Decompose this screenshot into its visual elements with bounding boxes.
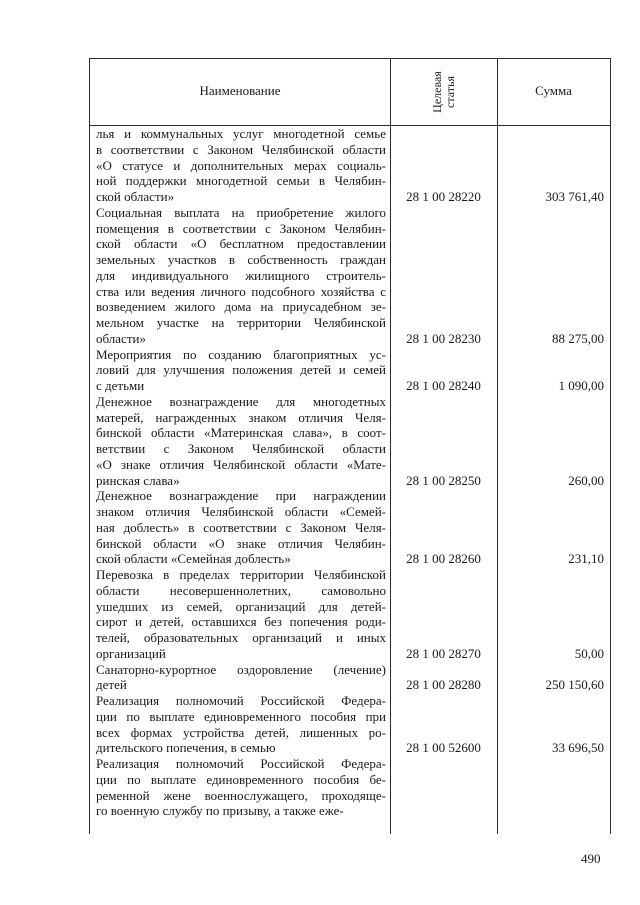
header-name: Наименование	[199, 83, 281, 98]
table-row	[90, 693, 610, 756]
table-row	[90, 662, 610, 694]
row-sum: 33 696,50	[552, 740, 604, 756]
row-sum: 250 150,60	[545, 677, 604, 693]
table-row	[90, 488, 610, 567]
row-target-code: 28 1 00 28230	[406, 330, 481, 346]
page-number: 490	[581, 851, 601, 866]
row-name-line: в соответствии с Законом Челябинской области	[96, 141, 386, 157]
header-target-article	[390, 59, 497, 125]
row-name	[90, 693, 390, 756]
row-name-line: бинской области «О знаке отличия Челябин-	[96, 535, 386, 551]
table-row	[90, 394, 610, 489]
row-name	[90, 488, 390, 567]
table-body	[90, 126, 610, 819]
row-name-line: дительского попечения, в семью	[96, 740, 276, 756]
row-name	[90, 662, 390, 694]
budget-table	[89, 58, 611, 834]
row-target-code: 28 1 00 28250	[406, 472, 481, 488]
row-name-line: Социальная выплата на приобретение жилого	[96, 204, 386, 220]
row-name-line: ской области «Семейная доблесть»	[96, 551, 291, 567]
row-sum: 1 090,00	[558, 378, 604, 393]
row-name-line: для индивидуального жилищного строитель-	[96, 267, 386, 283]
table-row	[90, 756, 610, 819]
row-name-line: помещения в соответствии с Законом Челябин-	[96, 220, 386, 236]
row-name-line: ской области»	[96, 189, 175, 204]
row-name-line: мельном участке на территории Челябинской	[96, 315, 386, 330]
row-name-line: Реализация полномочий Российской Федера-	[96, 693, 386, 708]
row-name-line: области»	[96, 330, 146, 346]
row-name-line: земельных участков в собственность граждан	[96, 252, 386, 267]
row-sum: 231,10	[568, 551, 604, 567]
header-target-line1: Целевая	[429, 71, 444, 113]
row-name	[90, 126, 390, 205]
table-row	[90, 205, 610, 347]
row-name-line: ветствии с Законом Челябинской области	[96, 441, 386, 456]
row-sum: 50,00	[574, 645, 604, 661]
row-name-line: Санаторно-курортное оздоровление (лечение)	[96, 661, 386, 677]
row-sum: 303 761,40	[545, 189, 604, 204]
row-name-line: «О статусе и дополнительных мерах социаль-	[96, 157, 386, 173]
table-row	[90, 347, 610, 394]
row-name-line: ной поддержки многодетной семьи в Челябин-	[96, 173, 386, 189]
table-row	[90, 126, 610, 205]
row-target-code: 28 1 00 28280	[406, 677, 481, 693]
row-name-line: всех формах устройства детей, лишенных ро-	[96, 724, 386, 740]
row-name-line: Денежное вознаграждение при награждении	[96, 488, 386, 504]
row-target-code: 28 1 00 28270	[406, 645, 481, 661]
header-target-line2: статья	[442, 76, 457, 108]
row-name-line: Реализация полномочий Российской Федера-	[96, 756, 386, 771]
row-name-line: Перевозка в пределах территории Челябинской	[96, 567, 386, 582]
row-name	[90, 347, 390, 394]
row-name-line: ской области «О бесплатном предоставлении	[96, 236, 386, 252]
row-name-line: Денежное вознаграждение для многодетных	[96, 393, 386, 409]
row-name-line: организаций	[96, 645, 166, 661]
row-target-code: 28 1 00 52600	[406, 740, 481, 756]
row-sum: 88 275,00	[552, 330, 604, 346]
row-name-line: области несовершеннолетних, самовольно	[96, 582, 386, 598]
row-name-line: сирот и детей, оставшихся без попечения роди-	[96, 614, 386, 630]
row-name-line: ции по выплате единовременного пособия бе-	[96, 771, 386, 787]
row-name-line: телей, образовательных организаций и иных	[96, 630, 386, 645]
row-name-line: ременной жене военнослужащего, проходяще-	[96, 787, 386, 803]
row-name-line: бинской области «Материнская слава», в соот-	[96, 425, 386, 441]
row-target-code: 28 1 00 28260	[406, 551, 481, 567]
row-name	[90, 567, 390, 662]
row-name-line: возведением жилого дома на приусадебном зе-	[96, 299, 386, 315]
header-sum: Сумма	[535, 83, 572, 98]
row-name-line: ринская слава»	[96, 472, 180, 488]
row-name-line: Мероприятия по созданию благоприятных ус-	[96, 346, 386, 362]
row-name-line: ловий для улучшения положения детей и семей	[96, 362, 386, 378]
row-name	[90, 394, 390, 489]
row-name-line: го военную службу по призыву, а также еже-	[96, 803, 344, 819]
row-name	[90, 756, 390, 819]
row-target-code: 28 1 00 28220	[406, 189, 481, 204]
table-row	[90, 567, 610, 662]
row-name-line: с детьми	[96, 378, 145, 393]
row-name-line: детей	[96, 677, 127, 693]
row-name-line: лья и коммунальных услуг многодетной семье	[96, 126, 386, 141]
row-name-line: матерей, награжденных знаком отличия Челя-	[96, 409, 386, 425]
row-name-line: «О знаке отличия Челябинской области «Мате-	[96, 456, 386, 472]
row-name-line: ства или ведения личного подсобного хозяйства с	[96, 283, 386, 299]
row-name-line: ушедших из семей, организаций для детей-	[96, 598, 386, 614]
row-name-line: ная доблесть» в соответствии с Законом Челя-	[96, 519, 386, 535]
row-sum: 260,00	[568, 472, 604, 488]
row-name-line: знаком отличия Челябинской области «Семей-	[96, 504, 386, 519]
row-name	[90, 205, 390, 347]
row-target-code: 28 1 00 28240	[406, 378, 481, 393]
row-name-line: ции по выплате единовременного пособия при	[96, 708, 386, 724]
